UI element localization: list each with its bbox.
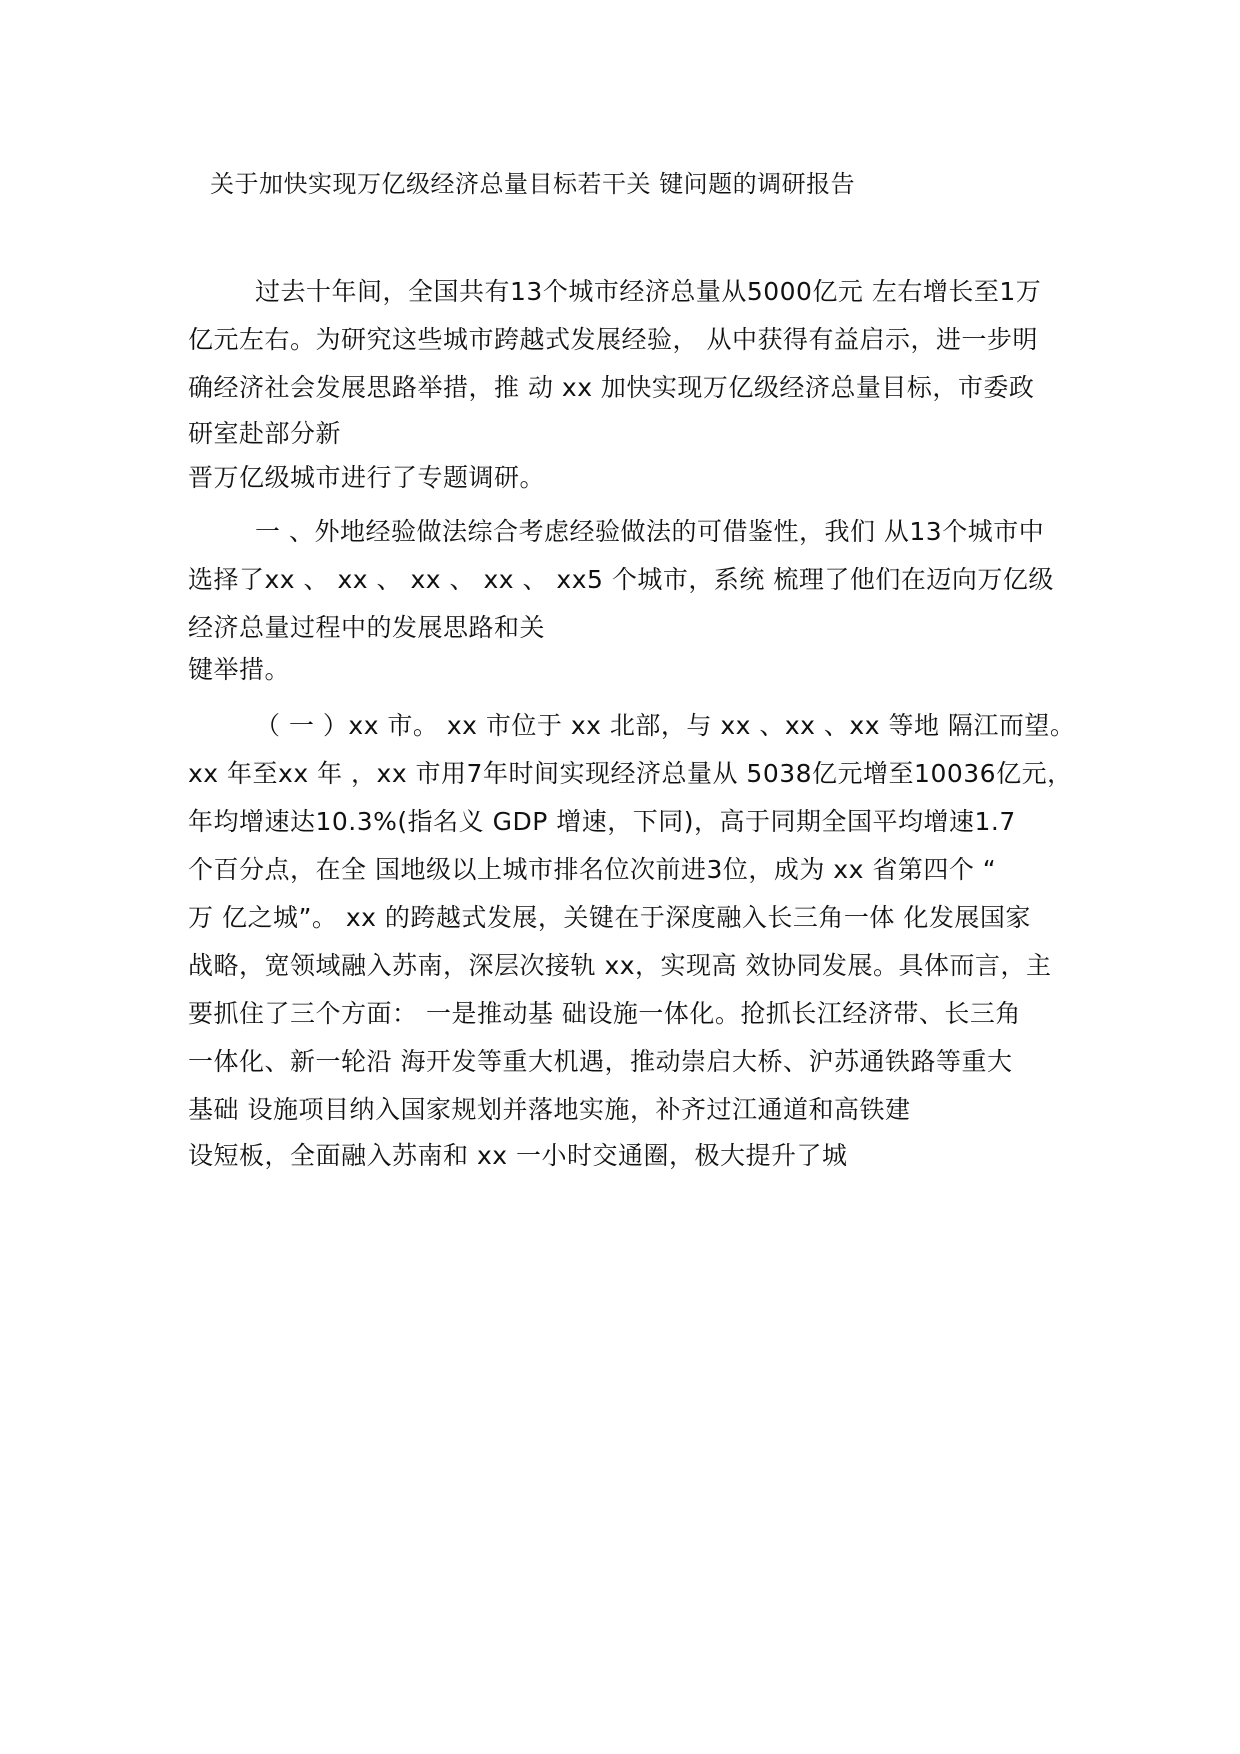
paragraph-line: 设短板，全面融入苏南和 xx 一小时交通圈，极大提升了城 <box>188 1141 848 1170</box>
paragraph-line: 选择了xx 、 xx 、 xx 、 xx 、 xx5 个城市，系统 梳理了他们在迈向万亿级 <box>188 565 1054 594</box>
paragraph-line: 年均增速达10.3%(指名义 GDP 增速，下同)，高于同期全国平均增速1.7 <box>188 807 1016 836</box>
paragraph-line: 亿元左右。为研究这些城市跨越式发展经验， 从中获得有益启示，进一步明 <box>188 325 1038 354</box>
paragraph-line: 一体化、新一轮沿 海开发等重大机遇，推动崇启大桥、沪苏通铁路等重大 <box>188 1047 1013 1076</box>
paragraph-line: 要抓住了三个方面： 一是推动基 础设施一体化。抢抓长江经济带、长三角 <box>188 999 1021 1028</box>
paragraph-line: 键举措。 <box>188 655 291 684</box>
document-title: 关于加快实现万亿级经济总量目标若干关 键问题的调研报告 <box>210 170 856 198</box>
paragraph-line: 一 、外地经验做法综合考虑经验做法的可借鉴性，我们 从13个城市中 <box>255 517 1045 546</box>
paragraph-line: xx 年至xx 年 ，xx 市用7年时间实现经济总量从 5038亿元增至10036亿元， <box>188 759 1073 788</box>
paragraph-line: 经济总量过程中的发展思路和关 <box>188 613 546 642</box>
paragraph-line: 确经济社会发展思路举措，推 动 xx 加快实现万亿级经济总量目标，市委政 <box>188 373 1035 402</box>
paragraph-line: 过去十年间，全国共有13个城市经济总量从5000亿元 左右增长至1万 <box>255 277 1042 306</box>
paragraph-line: 万 亿之城”。 xx 的跨越式发展，关键在于深度融入长三角一体 化发展国家 <box>188 903 1031 932</box>
paragraph-line: 研室赴部分新 <box>188 419 342 448</box>
paragraph-line: 基础 设施项目纳入国家规划并落地实施，补齐过江通道和高铁建 <box>188 1095 911 1124</box>
paragraph-line: 战略，宽领域融入苏南，深层次接轨 xx，实现高 效协同发展。具体而言，主 <box>188 951 1052 980</box>
paragraph-line: 个百分点，在全 国地级以上城市排名位次前进3位，成为 xx 省第四个 “ <box>188 855 997 884</box>
paragraph-line: 晋万亿级城市进行了专题调研。 <box>188 463 546 492</box>
paragraph-line: （ 一 ）xx 市。 xx 市位于 xx 北部，与 xx 、xx 、xx 等地 隔江而望。 <box>255 711 1076 740</box>
